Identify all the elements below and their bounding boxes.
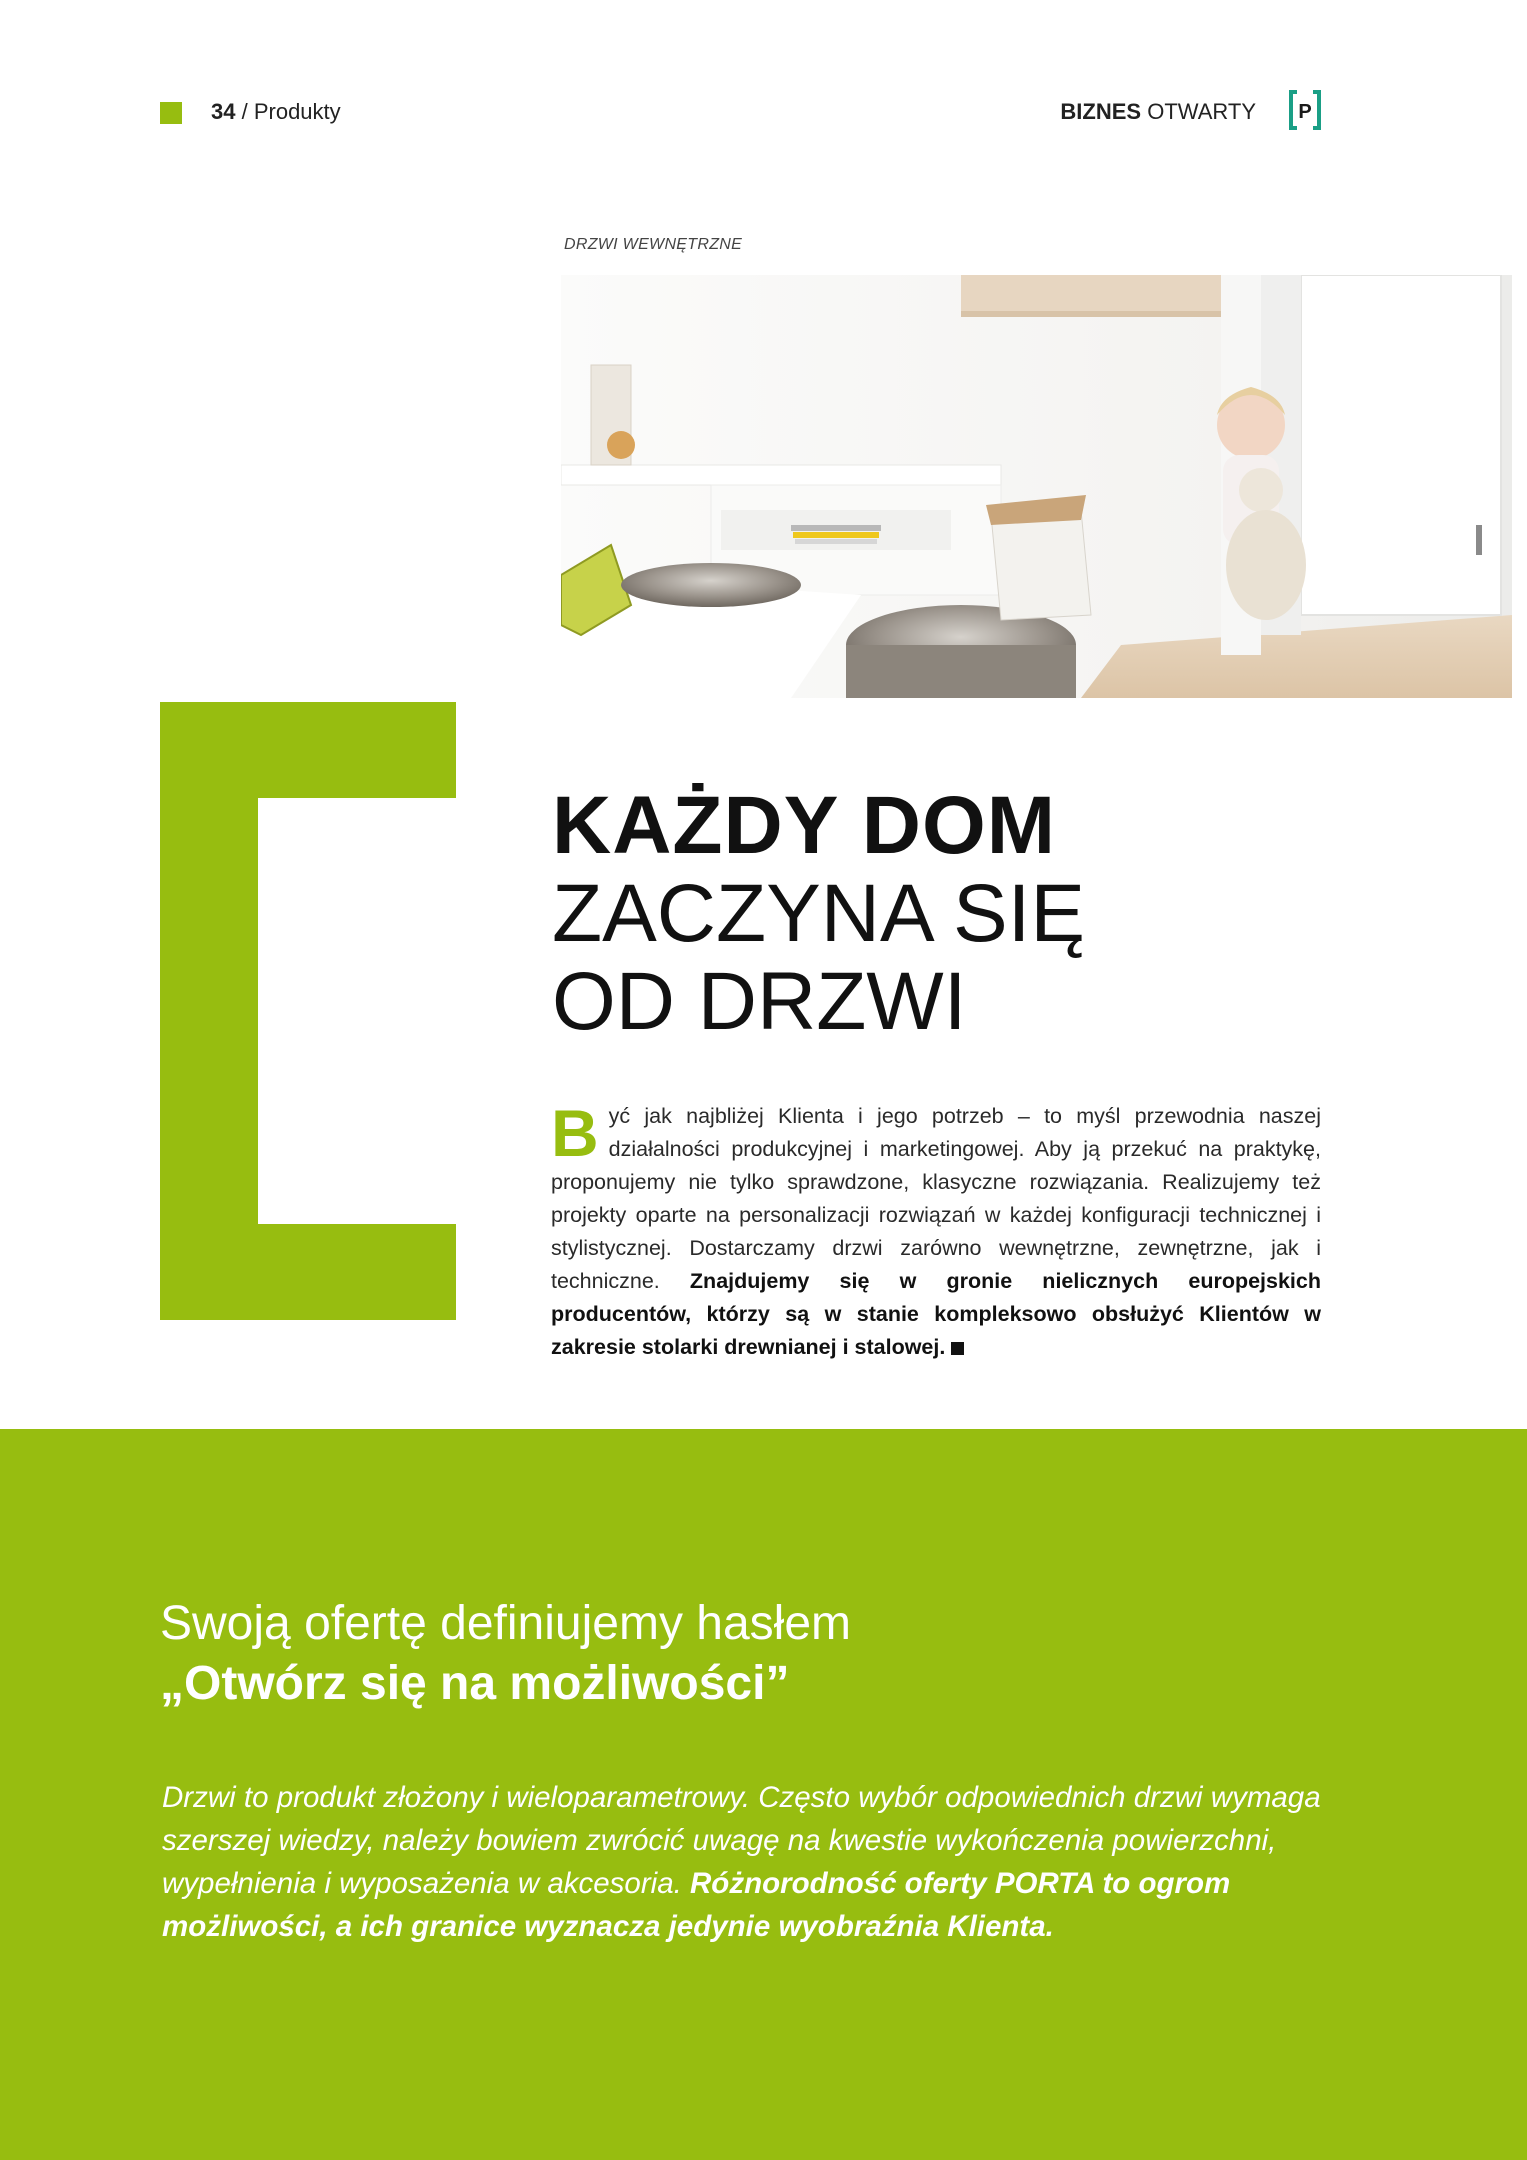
photo-caption: DRZWI WEWNĘTRZNE (564, 236, 743, 253)
page-title (552, 782, 1152, 1046)
brand-light: OTWARTY (1141, 99, 1256, 124)
page-header-left (211, 97, 341, 127)
offer-text-regular: Drzwi to produkt złożony i wieloparametrowy. Często wybór odpowiednich drzwi wymaga szerszej wiedzy, należy bowiem zwrócić uwagę na kwestie wykończenia powierzchni, wypełnienia i wyposażenia w akcesoria. (162, 1781, 1321, 1900)
page-number: 34 (211, 99, 236, 124)
intro-text-bold: Znajdujemy się w gronie nielicznych europejskich producentów, którzy są w stanie kompleksowo obsłużyć Klientów w zakresie stolarki drewnianej i stalowej. (551, 1269, 1321, 1359)
porta-logo (1287, 88, 1323, 132)
section-marker-square (160, 102, 182, 124)
page-header-right (1040, 97, 1256, 127)
offer-text-bold: Różnorodność oferty PORTA to ogrom możliwości, a ich granice wyznacza jedynie wyobraźnia Klienta. (162, 1867, 1231, 1943)
header-separator: / (235, 99, 254, 124)
title-line-1: KAŻDY DOM (552, 780, 1057, 871)
interior-door-photo (561, 275, 1512, 698)
intro-text-regular: yć jak najbliżej Klienta i jego potrzeb – to myśl przewodnia naszej działalności produkcyjnej i marketingowej. Aby ją przekuć na praktykę, proponujemy nie tylko sprawdzone, klasyczne rozwiązania. Realizujemy też projekty oparte na personalizacji rozwiązań w każdej konfiguracji technicznej i stylistycznej. Dostarczamy drzwi zarówno wewnętrzne, zewnętrzne, jak i techniczne. (551, 1104, 1321, 1293)
decorative-bracket (160, 702, 456, 1320)
drop-cap: B (551, 1096, 599, 1170)
end-mark-icon (951, 1342, 964, 1355)
offer-heading-slogan: „Otwórz się na możliwości” (160, 1657, 790, 1710)
title-line-3: OD DRZWI (552, 956, 967, 1047)
section-name: Produkty (253, 99, 341, 124)
title-line-2: ZACZYNA SIĘ (552, 868, 1086, 959)
offer-paragraph (162, 1776, 1342, 1948)
brand-bold: BIZNES (1060, 99, 1142, 124)
intro-paragraph (551, 1096, 1321, 1364)
logo-letter: P (1298, 101, 1312, 123)
offer-heading-line-1: Swoją ofertę definiujemy hasłem (160, 1597, 852, 1650)
